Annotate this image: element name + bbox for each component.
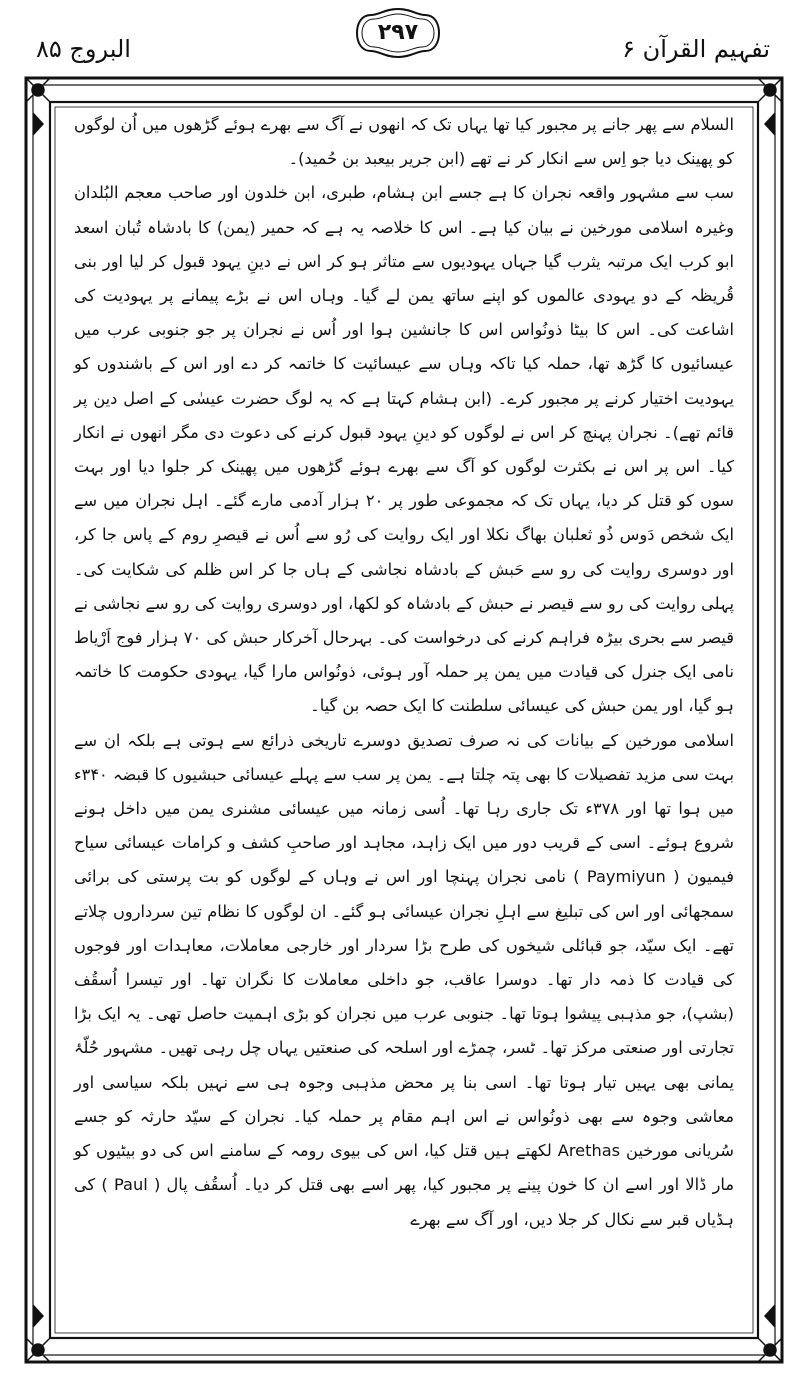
- paragraph-1: السلام سے پھر جانے پر مجبور کیا تھا یہاں تک کہ انھوں نے آگ سے بھرے ہوئے گڑھوں میں اُن لوگوں کو پھینک دیا جو اِس سے انکار کر نے تھے (ابن جریر بیعبد بن حُمید)۔: [74, 115, 734, 169]
- page-header: [0, 0, 808, 70]
- body-text: [74, 108, 734, 1338]
- page-number-badge: [353, 6, 443, 60]
- book-title: تفہیم القرآن ۶: [622, 35, 770, 63]
- page-number: ۲۹۷: [377, 20, 419, 45]
- surah-name: البروج ۸۵: [36, 35, 131, 63]
- paragraph-3: اسلامی مورخین کے بیانات کی نہ صرف تصدیق دوسرے تاریخی ذرائع سے ہوتی ہے بلکہ ان سے بہت سی مزید تفصیلات کا بھی پتہ چلتا ہے۔ یمن پر سب سے پہلے عیسائی حبشیوں کا قبضہ ۳۴۰ء میں ہوا تھا اور ۳۷۸ء تک جاری رہا تھا۔ اُسی زمانہ میں عیسائی مشنری یمن میں داخل ہونے شروع ہوئے۔ اسی کے قریب دور میں ایک زاہد، مجاہد اور صاحبِ کشف و کرامات عیسائی سیاح فیمیون ( Paymiyun ) نامی نجران پہنچا اور اس نے وہاں کے لوگوں کو بت پرستی کی برائی سمجھائی اور اس کی تبلیغ سے اہلِ نجران عیسائی ہو گئے۔ ان لوگوں کا نظام تین سرداروں چلاتے تھے۔ ایک سیّد، جو قبائلی شیخوں کی طرح بڑا سردار اور خارجی معاملات، معاہدات اور فوجوں کی قیادت کا ذمہ دار تھا۔ دوسرا عاقب، جو داخلی معاملات کا نگران تھا۔ اور تیسرا اُسقُف (بشپ)، جو مذہبی پیشوا ہوتا تھا۔ جنوبی عرب میں نجران کو بڑی اہمیت حاصل تھی۔ یہ ایک بڑا تجارتی اور صنعتی مرکز تھا۔ ٹسر، چمڑے اور اسلحہ کی صنعتیں یہاں چل رہی تھیں۔ مشہور حُلّۂ یمانی بھی یہیں تیار ہوتا تھا۔ اسی بنا پر محض مذہبی وجوہ ہی سے نہیں بلکہ سیاسی اور معاشی وجوہ سے بھی ذونُواس نے اس اہم مقام پر حملہ کیا۔ نجران کے سیّد حارثہ کو جسے سُریانی مورخین Arethas لکھتے ہیں قتل کیا، اس کی بیوی رومہ کے سامنے اس کی دو بیٹیوں کو مار ڈالا اور اسے ان کا خون پینے پر مجبور کیا، پھر اسے بھی قتل کر دیا۔ اُسقُف پال ( Paul ) کی ہڈیاں قبر سے نکال کر جلا دیں، اور آگ سے بھرے: [74, 730, 734, 1229]
- page-frame: [20, 72, 788, 1368]
- paragraph-2: سب سے مشہور واقعہ نجران کا ہے جسے ابن ہشام، طبری، ابن خلدون اور صاحب معجم البُلدان وغیرہ اسلامی مورخین نے بیان کیا ہے۔ اس کا خلاصہ یہ ہے کہ حمیر (یمن) کا بادشاہ تُبان اسعد ابو کرب ایک مرتبہ یثرب گیا جہاں یہودیوں سے متاثر ہو کر اس نے دینِ یہود قبول کر لیا اور بنی قُریظہ کے دو یہودی عالموں کو اپنے ساتھ یمن لے گیا۔ وہاں اس نے بڑے پیمانے پر یہودیت کی اشاعت کی۔ اس کا بیٹا ذونُواس اس کا جانشین ہوا اور اُس نے نجران پر جو جنوبی عرب میں عیسائیوں کا گڑھ تھا، حملہ کیا تاکہ وہاں سے عیسائیت کا خاتمہ کر دے اور اس کے باشندوں کو یہودیت اختیار کرنے پر مجبور کرے۔ (ابن ہشام کہتا ہے کہ یہ لوگ حضرت عیسٰی کے اصل دین پر قائم تھے)۔ نجران پہنچ کر اس نے لوگوں کو دینِ یہود قبول کرنے کی دعوت دی مگر انھوں نے انکار کیا۔ اس پر اس نے بکثرت لوگوں کو آگ سے بھرے ہوئے گڑھوں میں پھینک کر جلوا دیا اور بہت سوں کو قتل کر دیا، یہاں تک کہ مجموعی طور پر ۲۰ ہزار آدمی مارے گئے۔ اہل نجران میں سے ایک شخص دَوس ذُو ثعلبان بھاگ نکلا اور ایک روایت کی رُو سے اُس نے قیصرِ روم کے پاس جا کر، اور دوسری روایت کی رو سے حَبش کے بادشاہ نجاشی کے ہاں جا کر اس ظلم کی شکایت کی۔ پہلی روایت کی رو سے قیصر نے حبش کے بادشاہ کو لکھا، اور دوسری روایت کی رو سے نجاشی نے قیصر سے بحری بیڑہ فراہم کرنے کی درخواست کی۔ بہرحال آخرکار حبش کی ۷۰ ہزار فوج اَرْیاط نامی ایک جنرل کی قیادت میں یمن پر حملہ آور ہوئی، ذونُواس مارا گیا، یہودی حکومت کا خاتمہ ہو گیا، اور یمن حبش کی عیسائی سلطنت کا ایک حصہ بن گیا۔: [74, 183, 734, 716]
